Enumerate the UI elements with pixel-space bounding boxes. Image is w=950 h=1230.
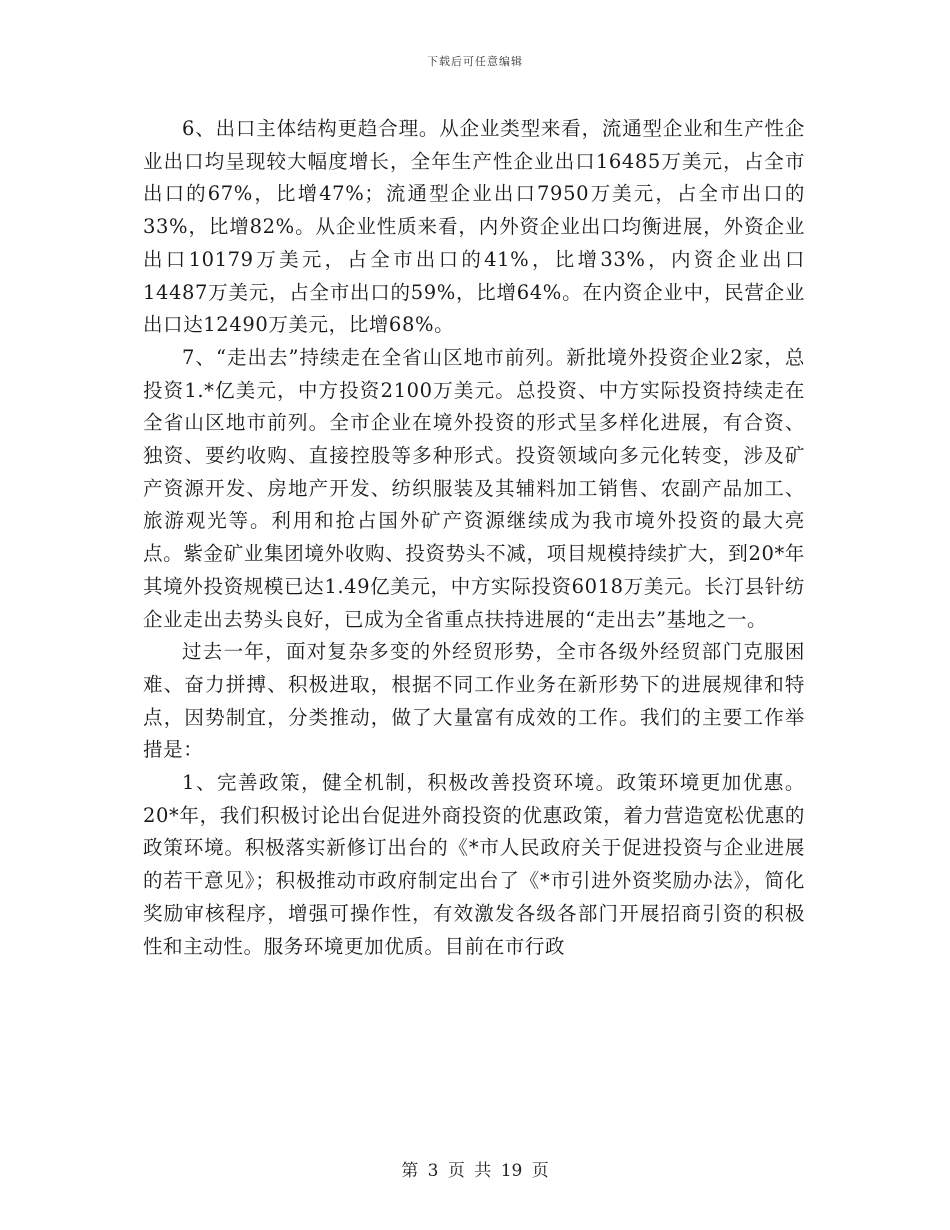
page-header: 下载后可任意编辑 [427,55,523,68]
document-body [143,113,805,963]
paragraph-export-structure: 6、出口主体结构更趋合理。从企业类型来看，流通型企业和生产性企业出口均呈现较大幅度增长，全年生产性企业出口16485万美元，占全市出口的67%，比增47%；流通型企业出口7950万美元，占全市出口的33%，比增82%。从企业性质来看，内外资企业出口均衡进展，外资企业出口10179万美元，占全市出口的41%，比增33%，内资企业出口14487万美元，占全市出口的59%，比增64%。在内资企业中，民营企业出口达12490万美元，比增68%。 [143,117,805,337]
paragraph-investment-environment: 1、完善政策，健全机制，积极改善投资环境。政策环境更加优惠。20*年，我们积极讨论出台促进外商投资的优惠政策，着力营造宽松优惠的政策环境。积极落实新修订出台的《*市人民政府关于促进投资与企业进展的若干意见》；积极推动市政府制定出台了《*市引进外资奖励办法》，简化奖励审核程序，增强可操作性，有效激发各级各部门开展招商引资的积极性和主动性。服务环境更加优质。目前在市行政 [143,771,805,958]
paragraph-going-global: 7、“走出去”持续走在全省山区地市前列。新批境外投资企业2家，总投资1.*亿美元，中方投资2100万美元。总投资、中方实际投资持续走在全省山区地市前列。全市企业在境外投资的形式呈多样化进展，有合资、独资、要约收购、直接控股等多种形式。投资领域向多元化转变，涉及矿产资源开发、房地产开发、纺织服装及其辅料加工销售、农副产品加工、旅游观光等。利用和抢占国外矿产资源继续成为我市境外投资的最大亮点。紫金矿业集团境外收购、投资势头不减，项目规模持续扩大，到20*年其境外投资规模已达1.49亿美元，中方实际投资6018万美元。长汀县针纺企业走出去势头良好，已成为全省重点扶持进展的“走出去”基地之一。 [143,345,805,631]
page-number: 第 3 页 共 19 页 [401,1161,549,1181]
paragraph-work-review: 过去一年，面对复杂多变的外经贸形势，全市各级外经贸部门克服困难、奋力拼搏、积极进取，根据不同工作业务在新形势下的进展规律和特点，因势制宜，分类推动，做了大量富有成效的工作。我们的主要工作举措是： [143,640,805,762]
